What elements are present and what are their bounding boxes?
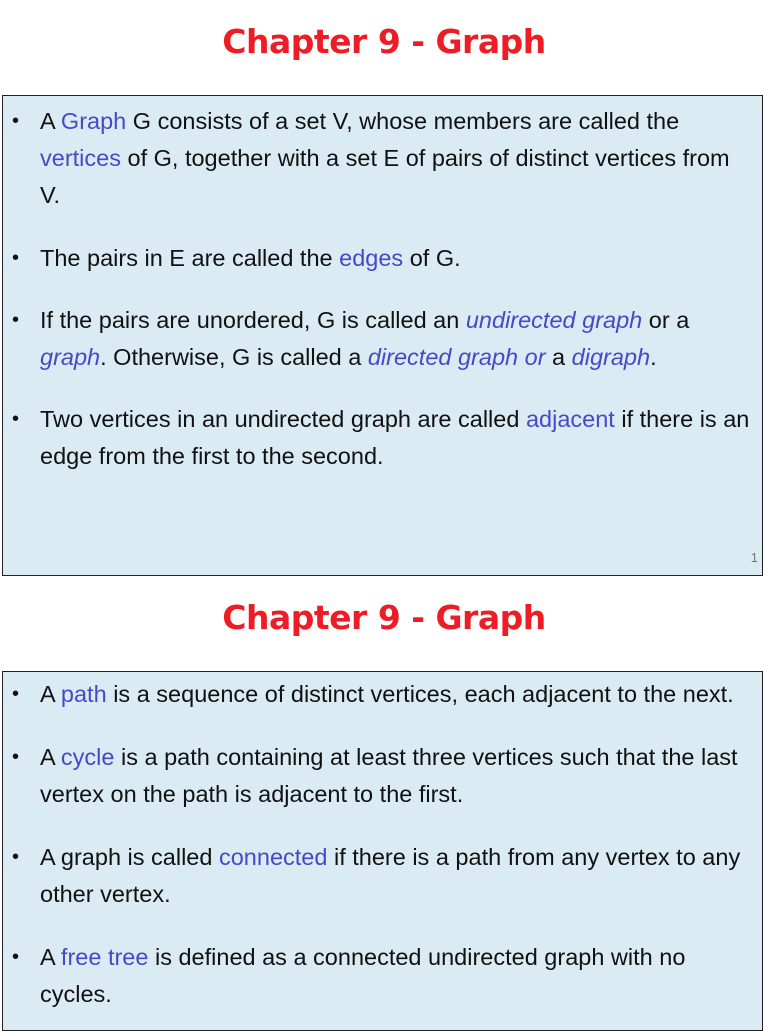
bullet-dot: • xyxy=(12,247,20,269)
keyword-directed-graph: directed graph or xyxy=(367,344,546,370)
keyword-connected: connected xyxy=(218,844,328,870)
bullet-dot: • xyxy=(12,946,20,968)
keyword-adjacent: adjacent xyxy=(525,406,615,432)
slide-2-title: Chapter 9 - Graph xyxy=(222,598,546,637)
bullet-connected-definition: • A graph is called connected if there is a path from any vertex to any other vertex. xyxy=(3,839,762,913)
bullet-cycle-definition: • A cycle is a path containing at least three vertices such that the last vertex on the path is adjacent to the first. xyxy=(3,739,762,813)
keyword-vertices: vertices xyxy=(40,145,121,171)
slide-1-content-box xyxy=(2,95,763,576)
bullet-graph-definition: • A Graph G consists of a set V, whose members are called the vertices of G, together with a set E of pairs of distinct vertices from V. xyxy=(3,103,762,214)
page-number: 1 xyxy=(750,550,758,565)
bullet-directed-undirected: • If the pairs are unordered, G is called an undirected graph or a graph. Otherwise, G is called a directed graph or a digraph. xyxy=(3,302,762,376)
bullet-path-definition: • A path is a sequence of distinct vertices, each adjacent to the next. xyxy=(3,676,762,713)
bullet-dot: • xyxy=(12,746,20,768)
slide-2-content-box xyxy=(2,671,763,1031)
keyword-undirected-graph: undirected graph xyxy=(465,307,643,333)
keyword-digraph: digraph xyxy=(571,344,651,370)
keyword-free-tree: free tree xyxy=(60,944,149,970)
bullet-edges-definition: • The pairs in E are called the edges of G. xyxy=(3,240,762,277)
bullet-free-tree-definition: • A free tree is defined as a connected undirected graph with no cycles. xyxy=(3,939,762,1013)
bullet-dot: • xyxy=(12,110,20,132)
bullet-dot: • xyxy=(12,846,20,868)
keyword-edges: edges xyxy=(339,245,404,271)
bullet-dot: • xyxy=(12,309,20,331)
bullet-dot: • xyxy=(12,408,20,430)
bullet-dot: • xyxy=(12,683,20,705)
keyword-path: path xyxy=(60,681,107,707)
slide-1-title: Chapter 9 - Graph xyxy=(222,22,546,61)
keyword-graph: Graph xyxy=(60,108,127,134)
keyword-graph-italic: graph xyxy=(40,344,101,370)
keyword-cycle: cycle xyxy=(60,744,115,770)
bullet-adjacent-definition: • Two vertices in an undirected graph are called adjacent if there is an edge from the first to the second. xyxy=(3,401,762,475)
